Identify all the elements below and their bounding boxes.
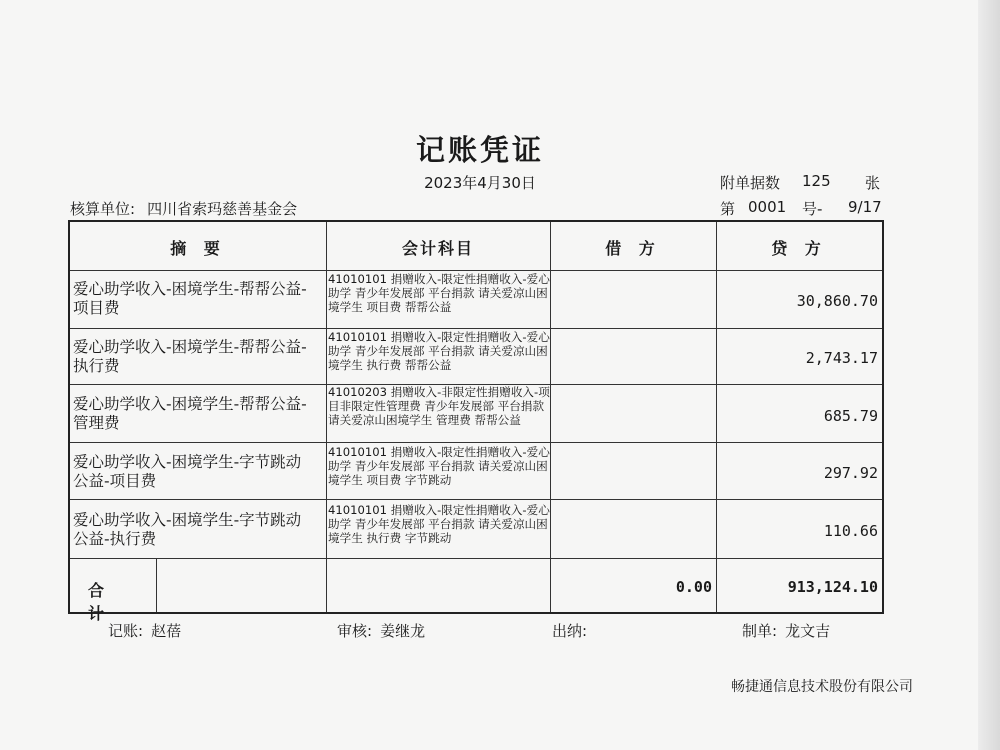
header-account: 会计科目: [401, 239, 474, 258]
row-credit: 297.92: [823, 464, 878, 482]
voucher-table: [68, 220, 884, 623]
preparer-name: 龙文吉: [785, 622, 831, 640]
row-account: 41010101 捐赠收入-限定性捐赠收入-爱心助学 青少年发展部 平台捐款 请关爱凉山困境学生 项目费 字节跳动: [328, 445, 550, 487]
voucher-suffix: 号-: [802, 200, 823, 218]
row-divider: [70, 270, 882, 271]
col-divider: [156, 558, 157, 612]
voucher-page: 9/17: [848, 198, 882, 216]
row-account: 41010101 捐赠收入-限定性捐赠收入-爱心助学 青少年发展部 平台捐款 请关爱凉山困境学生 执行费 帮帮公益: [328, 330, 550, 372]
header-credit: 贷 方: [771, 239, 827, 258]
attachment-label: 附单据数: [720, 174, 781, 192]
row-credit: 2,743.17: [805, 349, 878, 367]
attachment-unit: 张: [865, 174, 881, 192]
voucher-prefix: 第: [720, 200, 736, 218]
attachment-number: 125: [802, 172, 831, 190]
row-divider: [70, 442, 882, 443]
cashier-label: 出纳:: [552, 622, 588, 640]
row-summary: 爱心助学收入-困境学生-帮帮公益- 管理费: [73, 395, 307, 432]
row-divider: [70, 328, 882, 329]
unit-label: 核算单位:: [70, 200, 136, 218]
row-credit: 30,860.70: [796, 292, 878, 310]
row-account: 41010101 捐赠收入-限定性捐赠收入-爱心助学 青少年发展部 平台捐款 请关爱凉山困境学生 项目费 帮帮公益: [328, 272, 550, 314]
row-account: 41010101 捐赠收入-限定性捐赠收入-爱心助学 青少年发展部 平台捐款 请关爱凉山困境学生 执行费 字节跳动: [328, 503, 550, 545]
unit-name: 四川省索玛慈善基金会: [147, 200, 298, 218]
bookkeeper-label: 记账:: [108, 622, 144, 640]
total-credit: 913,124.10: [787, 578, 878, 596]
row-divider: [70, 499, 882, 500]
reviewer-name: 姜继龙: [380, 622, 426, 640]
row-summary: 爱心助学收入-困境学生-字节跳动 公益-项目费: [73, 453, 302, 490]
header-debit: 借 方: [605, 239, 661, 258]
row-account: 41010203 捐赠收入-非限定性捐赠收入-项目非限定性管理费 青少年发展部 平台捐款 请关爱凉山困境学生 管理费 帮帮公益: [328, 385, 550, 427]
row-divider: [70, 558, 882, 559]
voucher-title: 记账凭证: [415, 133, 544, 167]
paper-edge: [978, 0, 1000, 750]
reviewer-label: 审核:: [337, 622, 373, 640]
cashier: [552, 620, 595, 641]
total-debit: 0.00: [675, 578, 712, 596]
row-summary: 爱心助学收入-困境学生-帮帮公益- 项目费: [73, 280, 307, 317]
reviewer: [337, 620, 425, 641]
total-label: 合 计: [88, 581, 119, 623]
row-credit: 110.66: [823, 522, 878, 540]
preparer: [742, 620, 830, 641]
voucher-number-value: 0001: [748, 198, 787, 216]
software-company: 畅捷通信息技术股份有限公司: [731, 679, 913, 695]
bookkeeper-name: 赵蓓: [151, 622, 182, 640]
accounting-unit: [70, 198, 297, 219]
bookkeeper: [108, 620, 181, 641]
header-summary: 摘 要: [170, 239, 226, 258]
row-summary: 爱心助学收入-困境学生-帮帮公益- 执行费: [73, 338, 307, 375]
row-summary: 爱心助学收入-困境学生-字节跳动 公益-执行费: [73, 511, 302, 548]
voucher-date: 2023年4月30日: [424, 174, 536, 192]
row-credit: 685.79: [823, 407, 878, 425]
preparer-label: 制单:: [742, 622, 778, 640]
col-divider: [550, 222, 551, 612]
